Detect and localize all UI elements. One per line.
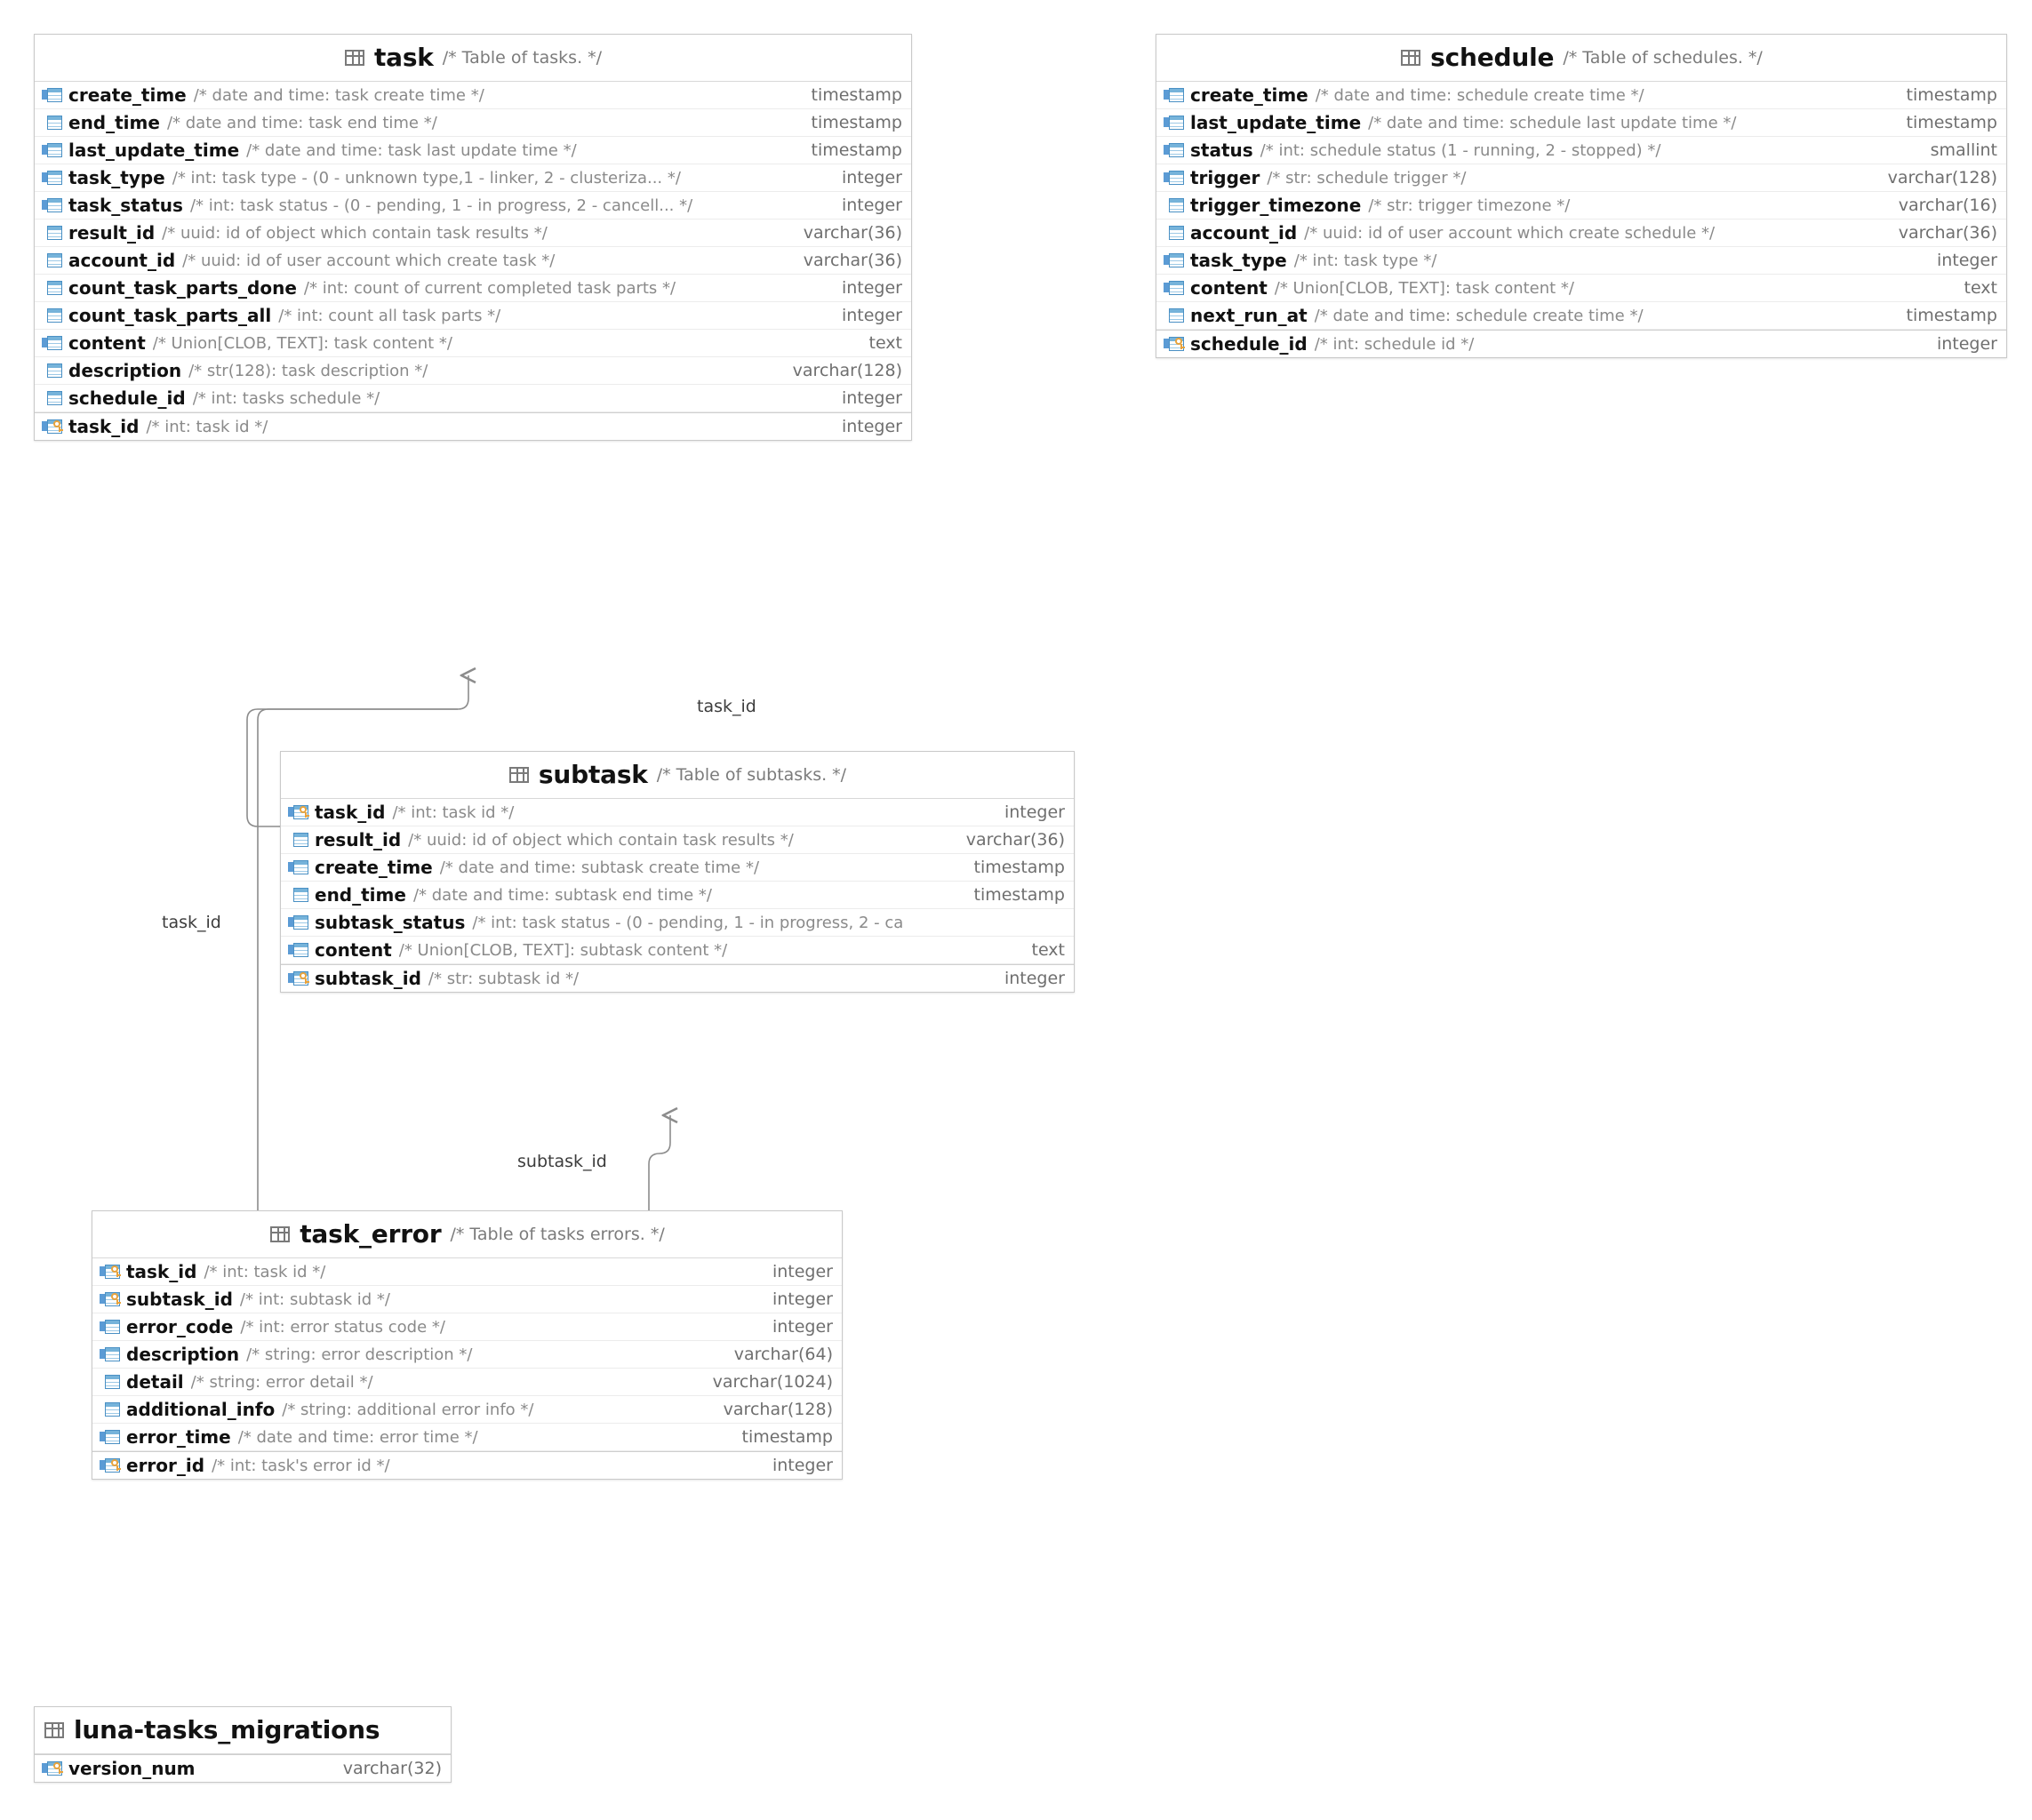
table-header	[35, 35, 911, 82]
primary-key-icon	[42, 417, 65, 436]
table-row[interactable]	[281, 882, 1074, 909]
column-name: trigger	[1190, 167, 1260, 188]
column-icon	[1164, 196, 1187, 215]
column-comment: /* int: task status - (0 - pending, 1 - in progress, 2 - cancell... */	[189, 196, 693, 215]
column-comment: /* date and time: schedule create time */	[1315, 85, 1644, 105]
column-icon	[288, 885, 311, 905]
table-row-foreign-key[interactable]	[92, 1258, 842, 1286]
column-name: version_num	[68, 1758, 196, 1779]
column-type: varchar(36)	[803, 251, 902, 270]
table-icon	[269, 1225, 291, 1244]
table-header	[35, 1707, 451, 1754]
column-type: smallint	[1930, 140, 1997, 160]
column-comment: /* uuid: id of object which contain task results */	[408, 830, 794, 850]
column-type: timestamp	[1906, 306, 1997, 325]
table-row[interactable]	[1156, 82, 2006, 109]
column-icon	[42, 223, 65, 243]
column-comment: /* int: count all task parts */	[278, 306, 501, 325]
column-type: timestamp	[811, 140, 902, 160]
column-type: timestamp	[811, 85, 902, 105]
column-indexed-icon	[42, 140, 65, 160]
table-icon	[44, 1720, 65, 1740]
table-row[interactable]	[92, 1313, 842, 1341]
table-row[interactable]	[92, 1369, 842, 1396]
column-type: integer	[841, 196, 902, 215]
table-row[interactable]	[281, 826, 1074, 854]
column-name: content	[1190, 277, 1268, 299]
primary-key-icon	[1164, 334, 1187, 354]
column-icon	[42, 361, 65, 380]
column-name: task_id	[126, 1261, 197, 1282]
column-type: varchar(32)	[342, 1759, 442, 1778]
table-row-primary-key[interactable]	[35, 1754, 451, 1782]
column-type: integer	[1936, 251, 1997, 270]
column-comment: /* Union[CLOB, TEXT]: subtask content */	[398, 940, 728, 960]
column-type: integer	[1936, 334, 1997, 354]
column-type: timestamp	[811, 113, 902, 132]
table-row[interactable]	[1156, 220, 2006, 247]
column-comment: /* str: schedule trigger */	[1267, 168, 1467, 188]
column-indexed-icon	[42, 168, 65, 188]
column-comment: /* date and time: schedule create time */	[1314, 306, 1644, 325]
column-indexed-icon	[1164, 113, 1187, 132]
column-name: task_id	[315, 802, 386, 823]
column-comment: /* int: error status code */	[240, 1317, 445, 1337]
column-icon	[42, 113, 65, 132]
column-icon	[1164, 306, 1187, 325]
column-name: content	[315, 939, 392, 961]
column-comment: /* date and time: task end time */	[166, 113, 437, 132]
primary-key-icon	[42, 1759, 65, 1778]
column-comment: /* int: schedule id */	[1314, 334, 1475, 354]
column-type: timestamp	[1906, 113, 1997, 132]
column-indexed-icon	[288, 940, 311, 960]
column-name: subtask_status	[315, 912, 466, 933]
table-row[interactable]	[1156, 164, 2006, 192]
table-row[interactable]	[35, 357, 911, 385]
column-type: timestamp	[973, 858, 1065, 877]
column-comment: /* date and time: error time */	[237, 1427, 478, 1447]
column-name: end_time	[315, 884, 406, 906]
table-title: task	[373, 43, 434, 72]
column-type: integer	[841, 306, 902, 325]
edge-label-task-id-task-error: task_id	[158, 912, 225, 933]
column-icon	[288, 830, 311, 850]
column-type: integer	[841, 388, 902, 408]
table-comment: /* Table of tasks. */	[442, 47, 603, 68]
column-type: integer	[1004, 802, 1065, 822]
edge-label-subtask-id: subtask_id	[514, 1151, 611, 1172]
table-row-primary-key[interactable]	[35, 412, 911, 440]
column-comment: /* date and time: task last update time */	[246, 140, 577, 160]
column-name: status	[1190, 140, 1253, 161]
column-indexed-icon	[1164, 85, 1187, 105]
column-icon	[42, 251, 65, 270]
column-comment: /* string: error description */	[246, 1345, 473, 1364]
column-comment: /* date and time: task create time */	[193, 85, 484, 105]
table-comment: /* Table of subtasks. */	[656, 764, 847, 785]
column-name: detail	[126, 1371, 184, 1393]
column-name: result_id	[68, 222, 156, 243]
column-type: varchar(128)	[1887, 168, 1997, 188]
table-row-primary-key[interactable]	[281, 964, 1074, 992]
table-title: subtask	[538, 760, 648, 789]
table-row[interactable]	[35, 137, 911, 164]
column-comment: /* int: task status - (0 - pending, 1 - in progress, 2 - ca	[472, 913, 904, 932]
column-icon	[42, 306, 65, 325]
column-name: description	[126, 1344, 240, 1365]
table-schedule[interactable]	[1156, 34, 2007, 358]
column-name: end_time	[68, 112, 160, 133]
table-row[interactable]	[35, 302, 911, 330]
table-task-error[interactable]	[92, 1210, 843, 1480]
table-row-primary-key[interactable]	[92, 1451, 842, 1479]
column-type: integer	[772, 1317, 833, 1337]
column-type: integer	[772, 1262, 833, 1281]
column-comment: /* date and time: schedule last update time */	[1368, 113, 1737, 132]
column-type: integer	[841, 278, 902, 298]
column-type: varchar(128)	[723, 1400, 833, 1419]
column-comment: /* int: subtask id */	[239, 1289, 390, 1309]
table-row[interactable]	[281, 909, 1074, 937]
foreign-key-icon	[100, 1289, 123, 1309]
table-row[interactable]	[35, 275, 911, 302]
column-name: task_type	[1190, 250, 1287, 271]
foreign-key-icon	[100, 1262, 123, 1281]
column-icon	[42, 388, 65, 408]
column-comment: /* int: schedule status (1 - running, 2 - stopped) */	[1260, 140, 1661, 160]
table-subtask[interactable]	[280, 751, 1075, 993]
foreign-key-icon	[288, 802, 311, 822]
column-type: timestamp	[741, 1427, 833, 1447]
column-icon	[100, 1372, 123, 1392]
column-comment: /* int: task id */	[392, 802, 515, 822]
column-name: create_time	[315, 857, 433, 878]
column-indexed-icon	[288, 913, 311, 932]
column-comment: /* Union[CLOB, TEXT]: task content */	[152, 333, 452, 353]
table-comment: /* Table of schedules. */	[1563, 47, 1763, 68]
table-row[interactable]	[281, 854, 1074, 882]
column-name: account_id	[68, 250, 176, 271]
column-name: content	[68, 332, 146, 354]
column-type: varchar(36)	[803, 223, 902, 243]
column-type: varchar(36)	[965, 830, 1065, 850]
column-comment: /* int: tasks schedule */	[192, 388, 380, 408]
column-name: create_time	[68, 84, 187, 106]
column-name: next_run_at	[1190, 305, 1308, 326]
column-type: text	[1964, 278, 1997, 298]
table-luna-tasks-migrations[interactable]	[34, 1706, 452, 1783]
column-comment: /* uuid: id of user account which create task */	[182, 251, 556, 270]
column-name: last_update_time	[1190, 112, 1362, 133]
table-row-foreign-key[interactable]	[281, 799, 1074, 826]
column-indexed-icon	[1164, 251, 1187, 270]
column-type: integer	[841, 168, 902, 188]
column-comment: /* date and time: subtask create time */	[439, 858, 760, 877]
column-name: error_code	[126, 1316, 234, 1337]
table-row[interactable]	[92, 1341, 842, 1369]
column-comment: /* int: count of current completed task parts */	[303, 278, 676, 298]
column-indexed-icon	[42, 85, 65, 105]
column-name: task_status	[68, 195, 183, 216]
column-name: error_id	[126, 1455, 205, 1476]
column-name: additional_info	[126, 1399, 276, 1420]
table-title: schedule	[1430, 43, 1555, 72]
edge-label-task-id-subtask: task_id	[693, 696, 760, 717]
column-name: account_id	[1190, 222, 1298, 243]
table-row[interactable]	[1156, 247, 2006, 275]
column-name: last_update_time	[68, 140, 240, 161]
column-icon	[42, 278, 65, 298]
table-row[interactable]	[35, 385, 911, 412]
column-type: varchar(36)	[1898, 223, 1997, 243]
table-row[interactable]	[281, 937, 1074, 964]
table-row[interactable]	[35, 247, 911, 275]
column-type: timestamp	[1906, 85, 1997, 105]
table-header	[1156, 35, 2006, 82]
column-type: integer	[772, 1456, 833, 1475]
table-row-foreign-key[interactable]	[92, 1286, 842, 1313]
table-row[interactable]	[35, 164, 911, 192]
column-type: integer	[841, 417, 902, 436]
table-icon	[344, 48, 365, 68]
column-comment: /* int: task id */	[146, 417, 268, 436]
table-row[interactable]	[35, 192, 911, 220]
table-row[interactable]	[92, 1396, 842, 1424]
column-type: varchar(16)	[1898, 196, 1997, 215]
column-type: varchar(128)	[792, 361, 902, 380]
column-comment: /* int: task type - (0 - unknown type,1 - linker, 2 - clusteriza... */	[172, 168, 681, 188]
column-comment: /* uuid: id of user account which create schedule */	[1304, 223, 1716, 243]
table-header	[281, 752, 1074, 799]
table-icon	[1400, 48, 1421, 68]
table-row-primary-key[interactable]	[1156, 330, 2006, 357]
column-indexed-icon	[100, 1427, 123, 1447]
column-comment: /* Union[CLOB, TEXT]: task content */	[1274, 278, 1574, 298]
column-type: text	[1031, 940, 1065, 960]
column-indexed-icon	[1164, 140, 1187, 160]
table-row[interactable]	[1156, 302, 2006, 330]
column-comment: /* str: subtask id */	[428, 969, 580, 988]
table-row[interactable]	[35, 220, 911, 247]
column-comment: /* str(128): task description */	[188, 361, 428, 380]
table-row[interactable]	[35, 330, 911, 357]
column-indexed-icon	[42, 196, 65, 215]
column-type: varchar(1024)	[712, 1372, 833, 1392]
table-task[interactable]	[34, 34, 912, 441]
column-comment: /* string: additional error info */	[282, 1400, 534, 1419]
column-name: count_task_parts_all	[68, 305, 272, 326]
column-name: task_id	[68, 416, 140, 437]
primary-key-icon	[288, 969, 311, 988]
column-indexed-icon	[100, 1345, 123, 1364]
column-name: result_id	[315, 829, 402, 850]
column-comment: /* uuid: id of object which contain task results */	[162, 223, 548, 243]
column-name: description	[68, 360, 182, 381]
table-row[interactable]	[35, 109, 911, 137]
column-name: count_task_parts_done	[68, 277, 297, 299]
table-row[interactable]	[1156, 275, 2006, 302]
column-icon	[1164, 223, 1187, 243]
column-name: schedule_id	[1190, 333, 1308, 355]
column-name: task_type	[68, 167, 165, 188]
column-type: integer	[1004, 969, 1065, 988]
table-icon	[508, 765, 530, 785]
column-comment: /* int: task's error id */	[212, 1456, 390, 1475]
column-comment: /* int: task id */	[204, 1262, 326, 1281]
table-title: luna-tasks_migrations	[74, 1715, 380, 1744]
column-name: error_time	[126, 1426, 231, 1448]
column-comment: /* int: task type */	[1293, 251, 1437, 270]
table-title: task_error	[300, 1219, 442, 1249]
table-row[interactable]	[1156, 192, 2006, 220]
column-type: integer	[772, 1289, 833, 1309]
column-comment: /* str: trigger timezone */	[1368, 196, 1571, 215]
column-type: timestamp	[973, 885, 1065, 905]
table-row[interactable]	[92, 1424, 842, 1451]
column-type: varchar(64)	[733, 1345, 833, 1364]
column-comment: /* date and time: subtask end time */	[412, 885, 712, 905]
column-indexed-icon	[1164, 168, 1187, 188]
primary-key-icon	[100, 1456, 123, 1475]
table-row[interactable]	[1156, 109, 2006, 137]
column-indexed-icon	[42, 333, 65, 353]
column-indexed-icon	[1164, 278, 1187, 298]
column-name: subtask_id	[126, 1289, 233, 1310]
column-indexed-icon	[100, 1317, 123, 1337]
table-row[interactable]	[35, 82, 911, 109]
column-name: create_time	[1190, 84, 1308, 106]
column-type: text	[868, 333, 902, 353]
column-indexed-icon	[288, 858, 311, 877]
table-comment: /* Table of tasks errors. */	[450, 1224, 665, 1244]
table-row[interactable]	[1156, 137, 2006, 164]
column-comment: /* string: error detail */	[190, 1372, 373, 1392]
column-name: trigger_timezone	[1190, 195, 1362, 216]
column-name: schedule_id	[68, 387, 186, 409]
column-name: subtask_id	[315, 968, 421, 989]
column-icon	[100, 1400, 123, 1419]
table-header	[92, 1211, 842, 1258]
